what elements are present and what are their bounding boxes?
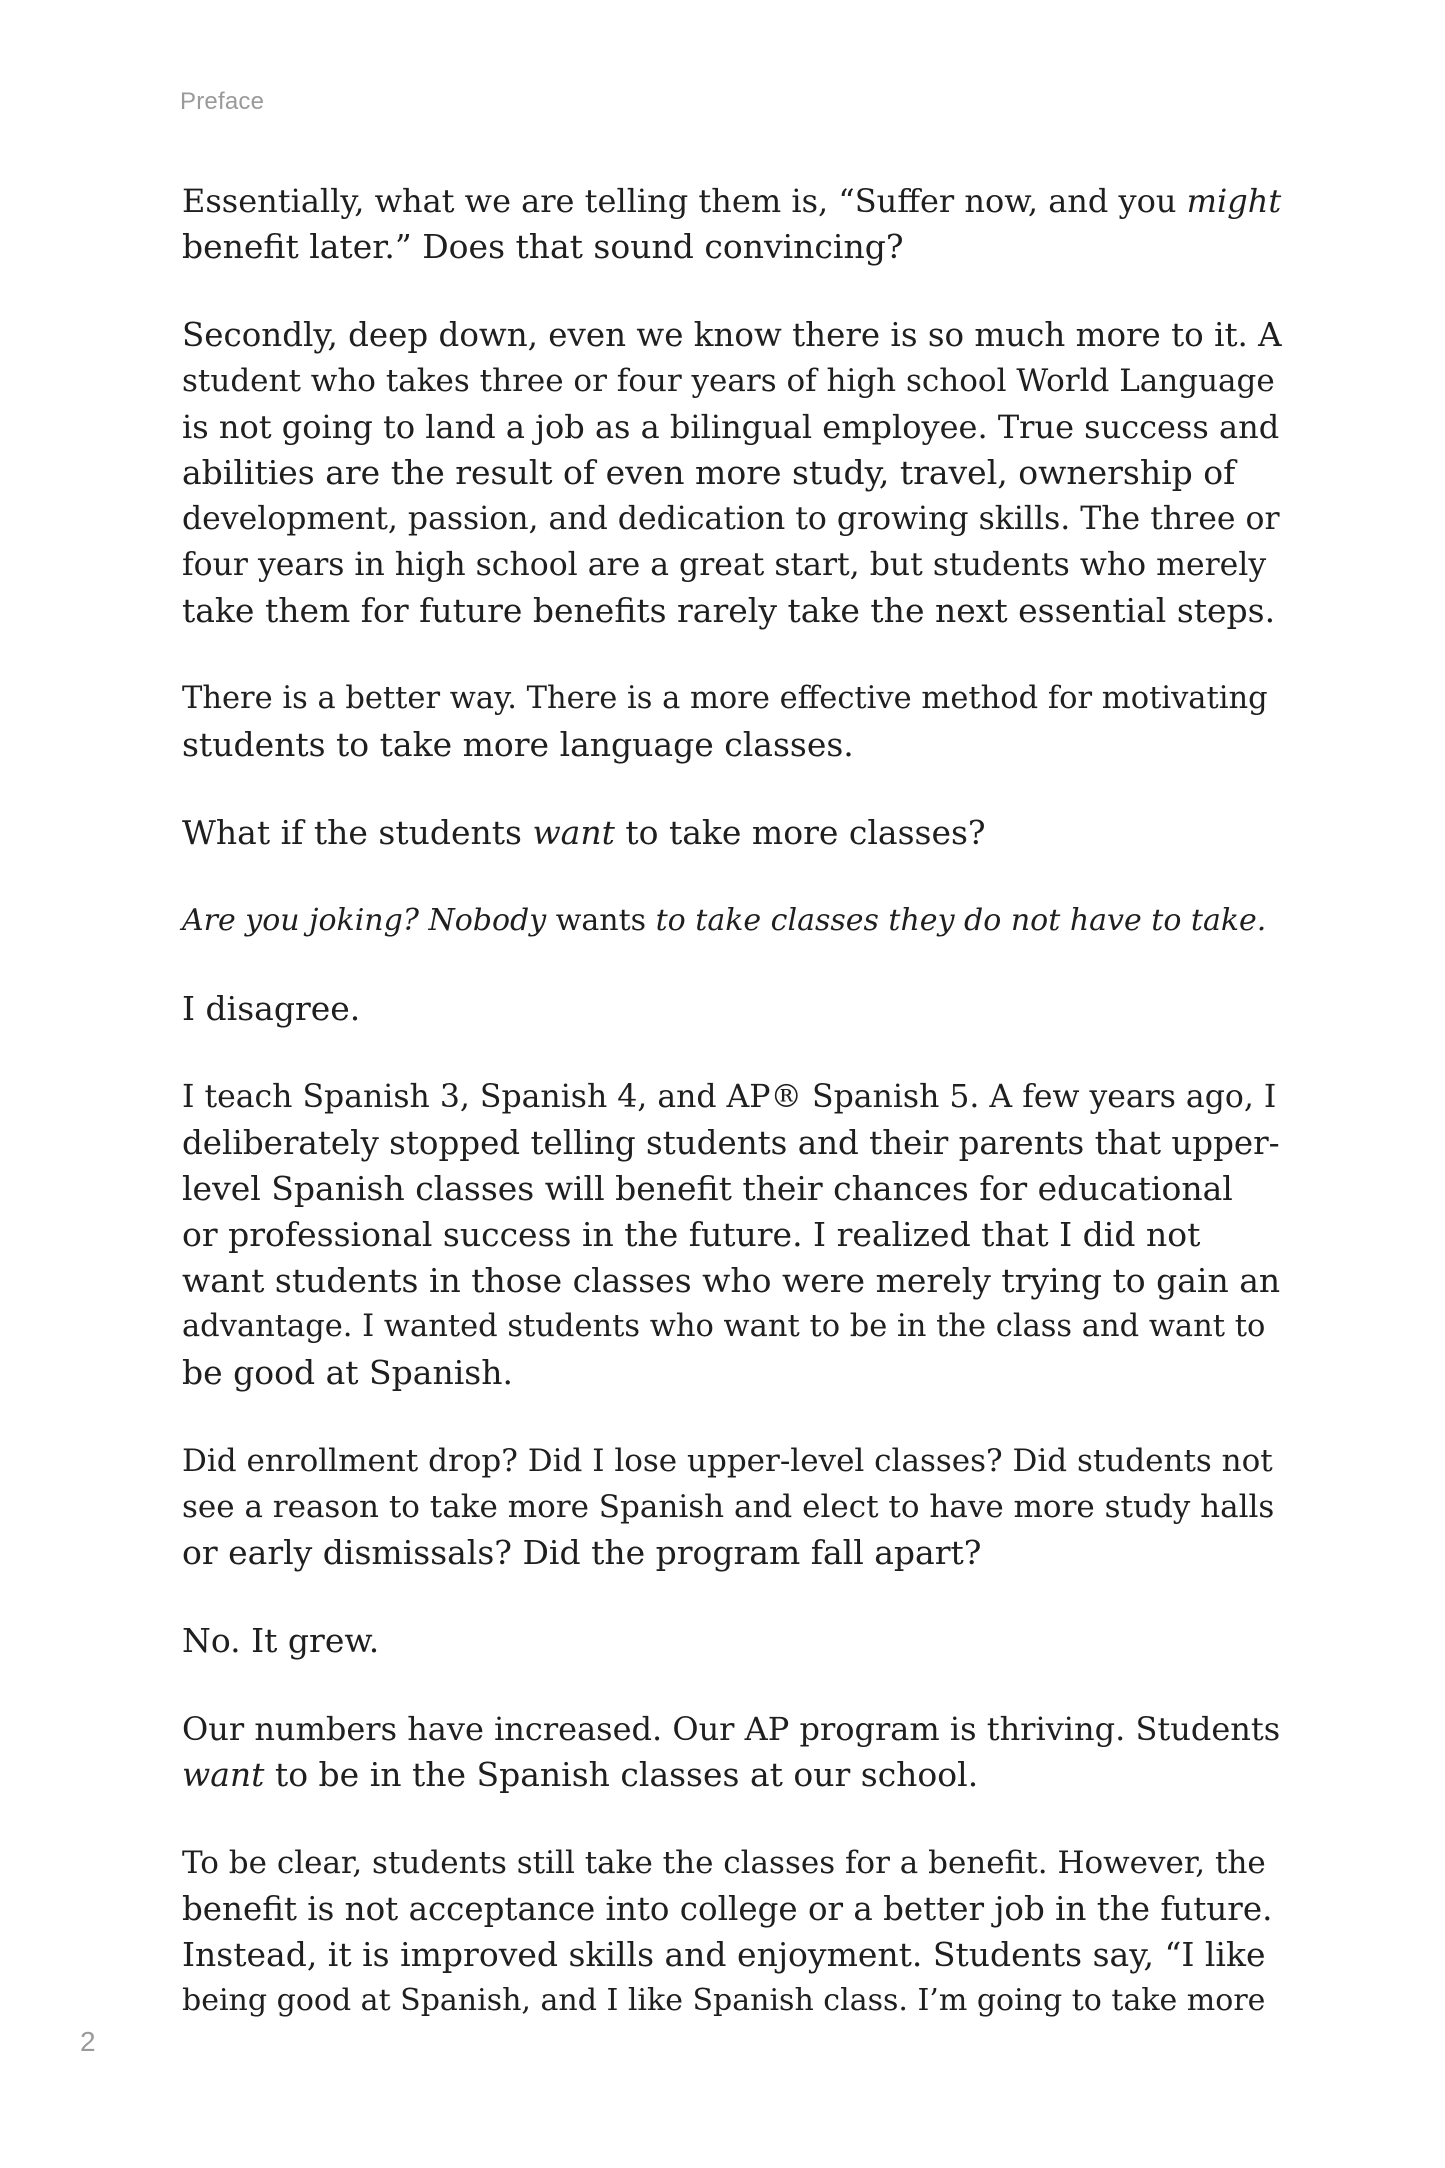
paragraph bbox=[182, 676, 1282, 768]
text-line bbox=[182, 450, 1282, 496]
text-run: benefit later.” Does that sound convincing? bbox=[182, 227, 904, 266]
running-head: Preface bbox=[180, 88, 265, 115]
text-line bbox=[182, 496, 1282, 542]
text-run: student who takes three or four years of high school World Language bbox=[182, 363, 1275, 399]
text-line bbox=[182, 312, 1282, 358]
paragraph bbox=[182, 986, 1282, 1032]
text-line bbox=[182, 358, 1282, 404]
text-line bbox=[182, 1530, 1282, 1576]
paragraph bbox=[182, 1840, 1282, 2024]
text-run: four years in high school are a great start, but students who merely bbox=[182, 547, 1267, 583]
text-line bbox=[182, 1978, 1282, 2024]
text-line bbox=[182, 1618, 1282, 1664]
text-run: I teach Spanish 3, Spanish 4, and AP® Spanish 5. A few years ago, I bbox=[182, 1079, 1277, 1115]
text-line bbox=[182, 898, 1282, 944]
text-line bbox=[182, 1304, 1282, 1350]
text-run: Secondly, deep down, even we know there is so much more to it. A bbox=[182, 316, 1282, 354]
text-run: advantage. I wanted students who want to be in the class and want to bbox=[182, 1309, 1266, 1344]
text-run: take them for future benefits rarely take the next essential steps. bbox=[182, 591, 1276, 630]
body-text bbox=[182, 178, 1282, 2066]
text-run: To be clear, students still take the classes for a benefit. However, the bbox=[182, 1845, 1266, 1881]
paragraph bbox=[182, 178, 1282, 270]
text-line bbox=[182, 1484, 1282, 1530]
paragraph bbox=[182, 898, 1282, 944]
text-run: being good at Spanish, and I like Spanish class. I’m going to take more bbox=[182, 1983, 1266, 2018]
text-line bbox=[182, 1212, 1282, 1258]
text-run: see a reason to take more Spanish and elect to have more study halls bbox=[182, 1489, 1275, 1525]
text-line bbox=[182, 1350, 1282, 1396]
text-line bbox=[182, 542, 1282, 588]
text-run: development, passion, and dedication to growing skills. The three or bbox=[182, 501, 1280, 537]
paragraph bbox=[182, 1438, 1282, 1576]
text-run: abilities are the result of even more study, travel, ownership of bbox=[182, 453, 1236, 492]
text-line bbox=[182, 986, 1282, 1032]
text-line bbox=[182, 1706, 1282, 1752]
paragraph bbox=[182, 312, 1282, 634]
italic-text-run: want bbox=[182, 1755, 265, 1794]
text-run: Instead, it is improved skills and enjoyment. Students say, “I like bbox=[182, 1935, 1266, 1974]
text-line bbox=[182, 810, 1282, 856]
text-run: Essentially, what we are telling them is, “Suffer now, and you bbox=[182, 182, 1187, 220]
text-run: or professional success in the future. I realized that I did not bbox=[182, 1215, 1201, 1254]
text-run: Did enrollment drop? Did I lose upper-level classes? Did students not bbox=[182, 1443, 1273, 1479]
text-run: to be in the Spanish classes at our school. bbox=[264, 1755, 979, 1794]
text-line bbox=[182, 1932, 1282, 1978]
text-line bbox=[182, 722, 1282, 768]
text-run: Our numbers have increased. Our AP program is thriving. Students bbox=[182, 1710, 1281, 1748]
text-line bbox=[182, 224, 1282, 270]
text-line bbox=[182, 676, 1282, 722]
italic-text-run: might bbox=[1186, 182, 1282, 220]
text-run: No. It grew. bbox=[182, 1621, 380, 1660]
text-run: or early dismissals? Did the program fall apart? bbox=[182, 1533, 982, 1572]
text-line bbox=[182, 1120, 1282, 1166]
paragraph bbox=[182, 1618, 1282, 1664]
text-line bbox=[182, 1258, 1282, 1304]
text-run: be good at Spanish. bbox=[182, 1353, 513, 1392]
text-run: I disagree. bbox=[182, 989, 361, 1028]
italic-text-run: to take classes they do not have to take. bbox=[655, 903, 1267, 938]
page-number: 2 bbox=[80, 2026, 96, 2057]
paragraph bbox=[182, 810, 1282, 856]
paragraph bbox=[182, 1706, 1282, 1798]
text-run: is not going to land a job as a bilingual employee. True success and bbox=[182, 408, 1280, 446]
text-line bbox=[182, 1752, 1282, 1798]
text-line bbox=[182, 1074, 1282, 1120]
text-line bbox=[182, 404, 1282, 450]
text-run: to take more classes? bbox=[614, 813, 986, 852]
text-line bbox=[182, 1886, 1282, 1932]
text-run: benefit is not acceptance into college or a better job in the future. bbox=[182, 1890, 1273, 1928]
text-run: What if the students bbox=[182, 813, 533, 852]
text-line bbox=[182, 588, 1282, 634]
text-line bbox=[182, 1840, 1282, 1886]
text-run: wants bbox=[546, 903, 656, 938]
italic-text-run: want bbox=[532, 813, 615, 852]
text-run: There is a better way. There is a more effective method for motivating bbox=[182, 681, 1268, 716]
text-line bbox=[182, 1166, 1282, 1212]
italic-text-run: Are you joking? Nobody bbox=[182, 903, 547, 938]
text-run: deliberately stopped telling students and their parents that upper- bbox=[182, 1124, 1280, 1162]
text-run: students to take more language classes. bbox=[182, 725, 854, 764]
text-run: level Spanish classes will benefit their chances for educational bbox=[182, 1169, 1233, 1208]
paragraph bbox=[182, 1074, 1282, 1396]
text-line bbox=[182, 178, 1282, 224]
text-run: want students in those classes who were merely trying to gain an bbox=[182, 1261, 1281, 1300]
text-line bbox=[182, 1438, 1282, 1484]
